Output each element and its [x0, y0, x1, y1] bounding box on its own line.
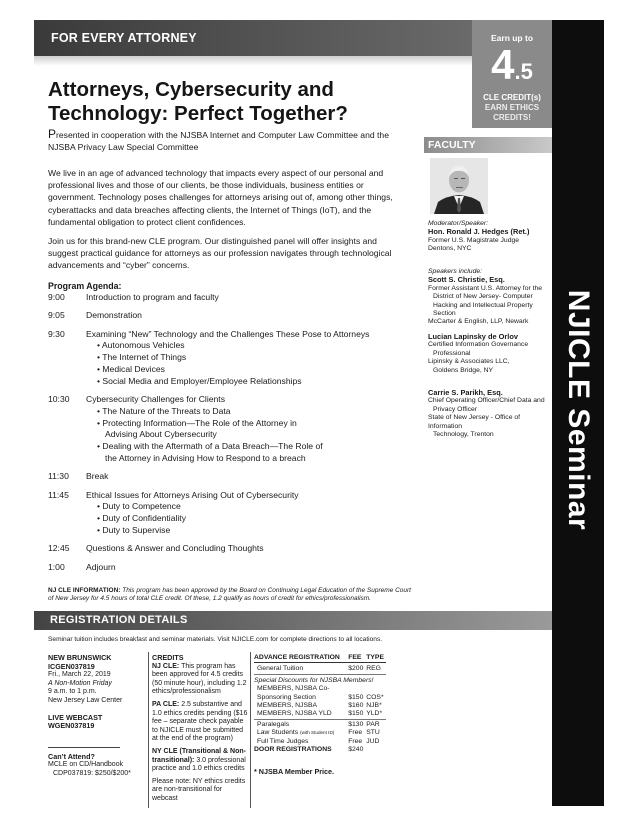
cd-line: MCLE on CD/Handbook: [48, 761, 124, 769]
agenda-item: [48, 543, 408, 555]
speakers-label: Speakers include:: [428, 268, 483, 275]
fee-row: [254, 702, 386, 710]
fee-type: COS*: [366, 693, 384, 701]
fee-label: Full Time Judges: [257, 737, 309, 745]
bullet-line: • Protecting Information—The Role of the Attorney in: [97, 417, 297, 428]
agenda-time: 9:00: [48, 292, 65, 302]
speaker-name: Scott S. Christie, Esq.: [428, 275, 505, 285]
side-label: NJICLE Seminar: [562, 289, 595, 531]
agenda-item: [48, 562, 408, 574]
agenda-bullet: • Social Media and Employer/Employee Relationships: [97, 375, 302, 386]
agenda-item: [48, 471, 408, 483]
agenda-text: Ethical Issues for Attorneys Arising Out of Cybersecurity: [86, 489, 299, 500]
location-code: ICGEN037819: [48, 661, 95, 671]
webcast-label: LIVE WEBCAST: [48, 712, 103, 722]
speaker-block: [428, 268, 552, 327]
tuition-note: Seminar tuition includes breakfast and seminar materials. Visit NJICLE.com for complete directions to all locations.: [48, 636, 383, 643]
fee-type: NJB*: [366, 702, 382, 710]
pa-credit-text: 2.5 substantive and 1.0 ethics credits pending ($16 fee – separate check payable to NJICLE must be submitted at the end of the program): [152, 700, 248, 743]
agenda-bullet: [86, 441, 408, 465]
speaker-line: Technology, Trenton: [433, 431, 494, 439]
speaker-line: Former Assistant U.S. Attorney for the: [428, 284, 543, 292]
bullet-line: • Dealing with the Aftermath of a Data Breach—The Role of: [97, 441, 323, 452]
agenda-time: 1:00: [48, 561, 65, 572]
cant-attend: Can’t Attend?: [48, 751, 95, 761]
speaker-line: Goldens Bridge, NY: [433, 366, 494, 374]
fee-row: [254, 738, 386, 746]
fees-column: [254, 654, 394, 777]
agenda-time: 11:30: [48, 471, 69, 482]
faculty-heading: FACULTY: [428, 139, 476, 151]
speaker-line: McCarter & English, LLP, Newark: [428, 318, 529, 326]
speaker-line: Privacy Officer: [433, 405, 478, 413]
page-title: [48, 78, 408, 126]
nj-credit: [152, 663, 248, 697]
fee-value: $150: [348, 710, 364, 718]
nj-cle-text: This program has been approved by the Board on Continuing Legal Education of the Supreme Court of New Jersey for 4.5 hours of total CLE credit. Of these, 1.2 qualify as hours of credit for ethics/professionalism.: [48, 587, 411, 603]
bullet-line: the Attorney in Advising How to Respond to a breach: [105, 453, 306, 464]
fee-label: MEMBERS, NJSBA: [257, 702, 318, 710]
location-column: [48, 654, 144, 779]
pa-credit: [152, 701, 248, 744]
fee-type: JUD: [366, 737, 380, 745]
ny-credit-text: 3.0 professional practice and 1.0 ethics credits: [152, 756, 246, 773]
ny-credit: [152, 748, 248, 774]
agenda-time: 12:45: [48, 543, 70, 554]
moderator-line: Former U.S. Magistrate Judge: [428, 236, 520, 244]
fee-label-text: Law Students: [257, 729, 299, 737]
fee-table: [254, 654, 386, 754]
agenda-time: 9:30: [48, 328, 65, 339]
agenda-text: Cybersecurity Challenges for Clients: [86, 394, 225, 405]
fee-value: $200: [348, 665, 364, 673]
member-price-footnote: * NJSBA Member Price.: [254, 767, 335, 777]
agenda-text: Demonstration: [86, 310, 142, 321]
door-fee: $240: [348, 746, 364, 754]
moderator-role: Moderator/Speaker:: [428, 220, 489, 227]
agenda-text: Break: [86, 471, 109, 482]
col-advance-registration: ADVANCE REGISTRATION: [254, 654, 348, 663]
registration-heading: REGISTRATION DETAILS: [50, 614, 188, 626]
location-city: NEW BRUNSWICK: [48, 653, 112, 662]
fee-label: Paralegals: [254, 719, 348, 729]
title-line-2: Technology: Perfect Together?: [48, 102, 348, 125]
moderator-photo: [430, 158, 488, 214]
credit-box: [472, 20, 552, 128]
fee-type: PAR: [366, 719, 386, 729]
agenda-item: [48, 394, 408, 465]
bullet-line: Advising About Cybersecurity: [105, 429, 217, 440]
agenda-item: [48, 490, 408, 537]
moderator-name: Hon. Ronald J. Hedges (Ret.): [428, 227, 530, 237]
speaker-name: Lucian Lapinsky de Orlov: [428, 332, 518, 341]
agenda-text: Questions & Answer and Concluding Thoughts: [86, 543, 264, 554]
header-banner: [34, 20, 472, 56]
credits-heading: CREDITS: [152, 653, 184, 662]
ny-credit-label: NY CLE (Transitional & Non-transitional):: [152, 747, 246, 764]
agenda-bullet: • Duty of Confidentiality: [97, 513, 186, 524]
fee-table-header: [254, 654, 386, 663]
col-type: TYPE: [366, 654, 384, 661]
agenda-bullet: • The Internet of Things: [97, 352, 187, 363]
speaker-block: [428, 333, 552, 375]
agenda-heading: Program Agenda:: [48, 281, 122, 291]
speaker-line: Hacking and Intellectual Property Section: [433, 301, 533, 318]
location-venue: New Jersey Law Center: [48, 696, 123, 704]
agenda-bullet: • Medical Devices: [97, 363, 165, 374]
agenda-text: Introduction to program and faculty: [86, 292, 219, 302]
door-row: [254, 746, 386, 754]
moderator-block: [428, 220, 552, 254]
ethics-line-2: CREDITS!: [493, 113, 531, 122]
person-photo-icon: [430, 158, 488, 214]
fee-row: [254, 710, 386, 719]
fee-label: [254, 729, 348, 737]
title-line-1: Attorneys, Cybersecurity and: [48, 78, 334, 101]
nj-credit-text: This program has been approved for 4.5 credits (50 minute hour), including 1.2 ethics/professionalism: [152, 662, 247, 696]
speaker-line: Professional: [433, 349, 471, 357]
webcast-code: WGEN037819: [48, 721, 95, 731]
speaker-line: Certified Information Governance: [428, 341, 529, 349]
earn-up-to: Earn up to: [490, 33, 534, 43]
fee-row: [254, 685, 386, 702]
agenda-bullet: [86, 418, 408, 442]
agenda-time: 10:30: [48, 394, 70, 405]
special-discounts-text: Special Discounts for NJSBA Members!: [254, 674, 386, 685]
speaker-block: [428, 389, 552, 439]
fee-value: Free: [348, 737, 363, 745]
fee-row: [254, 719, 386, 729]
credits-column: [152, 654, 248, 804]
agenda-bullet: • Duty to Supervise: [97, 525, 171, 536]
credit-unit: CLE CREDIT(s): [483, 93, 541, 102]
location-note: A Non-Motion Friday: [48, 679, 112, 687]
intro-paragraph-2: Join us for this brand-new CLE program. Our distinguished panel will offer insights and suggest practical guidance for attorneys as our profession navigates through technological advancements and “cyber” concerns.: [48, 236, 392, 271]
fee-label: MEMBERS, NJSBA YLD: [257, 710, 332, 718]
credit-whole: 4: [491, 41, 515, 88]
nj-cle-label: NJ CLE INFORMATION:: [48, 587, 121, 594]
agenda-time: 9:05: [48, 310, 65, 321]
fee-label: General Tuition: [257, 665, 304, 673]
ethics-line-1: EARN ETHICS: [484, 103, 540, 112]
banner-text: FOR EVERY ATTORNEY: [51, 31, 197, 45]
speaker-line: Chief Operating Officer/Chief Data and: [428, 397, 545, 405]
agenda-text: Examining “New” Technology and the Challenges These Pose to Attorneys: [86, 328, 370, 339]
agenda-item: [48, 310, 408, 322]
column-divider: [148, 652, 149, 808]
cd-code: CDP037819: $250/$200*: [53, 769, 131, 777]
credit-number: [472, 41, 552, 92]
agenda-list: [48, 292, 408, 573]
speaker-line: State of New Jersey - Office of Information: [428, 414, 521, 430]
credit-decimal: .5: [514, 59, 533, 84]
intro-paragraph-1: We live in an age of advanced technology that impacts every aspect of our personal and professional lives and those of our clients, be those individuals, business entities or government. Technology poses challenges for attorneys arising out of, among other things, cyberattacks and data breaches affecting clients, the Internet of Things (IoT), and the fundamental obligation to protect client confidences.: [48, 168, 393, 227]
agenda-time: 11:45: [48, 489, 69, 500]
special-discounts: [254, 674, 386, 685]
door-label: DOOR REGISTRATIONS: [254, 746, 332, 754]
nj-credit-label: NJ CLE:: [152, 662, 180, 670]
agenda-item: [48, 292, 408, 304]
agenda-text: Adjourn: [86, 561, 116, 572]
speaker-line: Lipinsky & Associates LLC,: [428, 358, 510, 366]
agenda-bullet: • Duty to Competence: [97, 501, 181, 512]
fee-label-small: (with Student ID): [300, 730, 335, 736]
agenda-bullet: • The Nature of the Threats to Data: [97, 405, 231, 416]
presented-by: Presented in cooperation with the NJSBA Internet and Computer Law Committee and the NJSBA Privacy Law Special Committee: [48, 127, 389, 152]
speaker-line: District of New Jersey- Computer: [433, 293, 533, 301]
fee-type: REG: [366, 665, 381, 673]
col-fee: FEE: [348, 654, 366, 663]
fee-type: YLD*: [366, 710, 383, 718]
agenda-item: [48, 329, 408, 388]
fee-type: STU: [366, 729, 380, 737]
fee-value: $150: [348, 693, 364, 701]
location-date: Fri., March 22, 2019: [48, 671, 111, 679]
header-rule: [34, 56, 472, 66]
fee-value: $160: [348, 702, 364, 710]
location-time: 9 a.m. to 1 p.m.: [48, 688, 97, 696]
fee-value: Free: [348, 729, 363, 737]
fee-value: $130: [348, 719, 366, 729]
ny-note: Please note: NY ethics credits are non-transitional for webcast: [152, 777, 246, 802]
fee-label: MEMBERS, NJSBA Co-Sponsoring Section: [257, 685, 330, 701]
speaker-name: Carrie S. Parikh, Esq.: [428, 388, 503, 397]
faculty-heading-bar: [424, 137, 552, 153]
agenda-bullet: • Autonomous Vehicles: [97, 340, 185, 351]
nj-cle-info: [48, 587, 418, 603]
fee-row: [254, 729, 386, 737]
registration-heading-bar: [34, 611, 552, 630]
moderator-line: Dentons, NYC: [428, 245, 472, 253]
pa-credit-label: PA CLE:: [152, 700, 180, 708]
fee-row: [254, 663, 386, 674]
column-divider: [250, 652, 251, 808]
